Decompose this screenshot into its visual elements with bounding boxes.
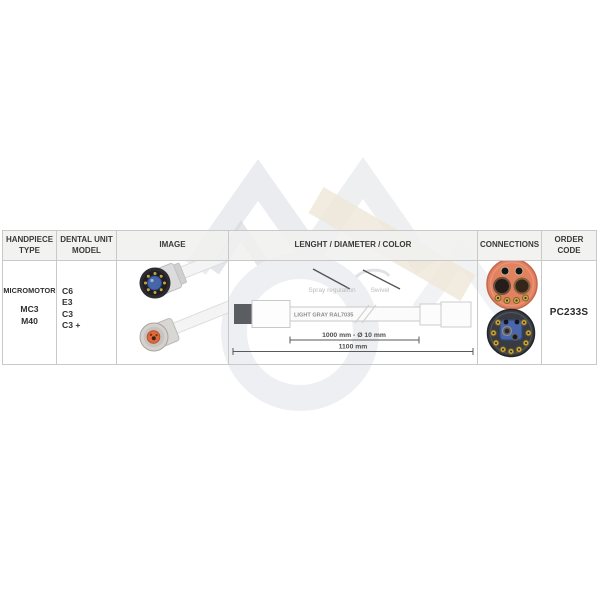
length-diameter-dimension: 1000 mm - Ø 10 mm [322, 332, 386, 339]
spray-regulation-label: Spray regulation [308, 287, 356, 294]
connection-faces [478, 261, 542, 359]
cell-product-image [117, 261, 229, 364]
dental-unit-model: C6 [62, 286, 73, 296]
handpiece-model: MC3 [20, 304, 39, 314]
order-code-value: PC233S [549, 307, 589, 318]
dental-unit-model: E3 [62, 297, 73, 308]
connection-face-orange [487, 261, 537, 309]
connection-face-blue [488, 310, 535, 357]
cable-right-sleeve [420, 304, 441, 325]
cable-diagram [229, 261, 478, 359]
swivel-label: Swivel [370, 287, 390, 294]
header-dental-unit-model: DENTAL UNIT MODEL [57, 231, 117, 260]
handpiece-model: M40 [21, 315, 38, 326]
cell-connections [478, 261, 542, 364]
header-length-diameter-color: LENGHT / DIAMETER / COLOR [229, 231, 478, 260]
header-image: IMAGE [117, 231, 229, 260]
table-row [3, 261, 596, 364]
cable-end-fitting [234, 304, 252, 324]
spec-table [2, 230, 597, 365]
cable-connector-body [252, 301, 290, 328]
handpiece-category: MICROMOTOR [3, 286, 56, 295]
dental-unit-model: C3 [62, 308, 73, 319]
spray-leader-line [313, 269, 350, 289]
header-connections: CONNECTIONS [478, 231, 542, 260]
table-header-row [3, 231, 596, 261]
total-length-dimension: 1100 mm [338, 343, 368, 351]
cell-dental-unit-models [57, 261, 117, 364]
cell-cable-diagram [229, 261, 478, 364]
dental-unit-model: C3 + [62, 319, 81, 330]
header-handpiece-type: HANDPIECE TYPE [3, 231, 57, 260]
header-order-code: ORDER CODE [542, 231, 596, 260]
cable-right-connector [441, 302, 471, 327]
cell-handpiece-type [3, 261, 57, 364]
cell-order-code [542, 261, 596, 364]
cable-color-label: LIGHT GRAY RAL7035 [294, 312, 354, 319]
micromotor-connectors-photo [117, 261, 229, 359]
